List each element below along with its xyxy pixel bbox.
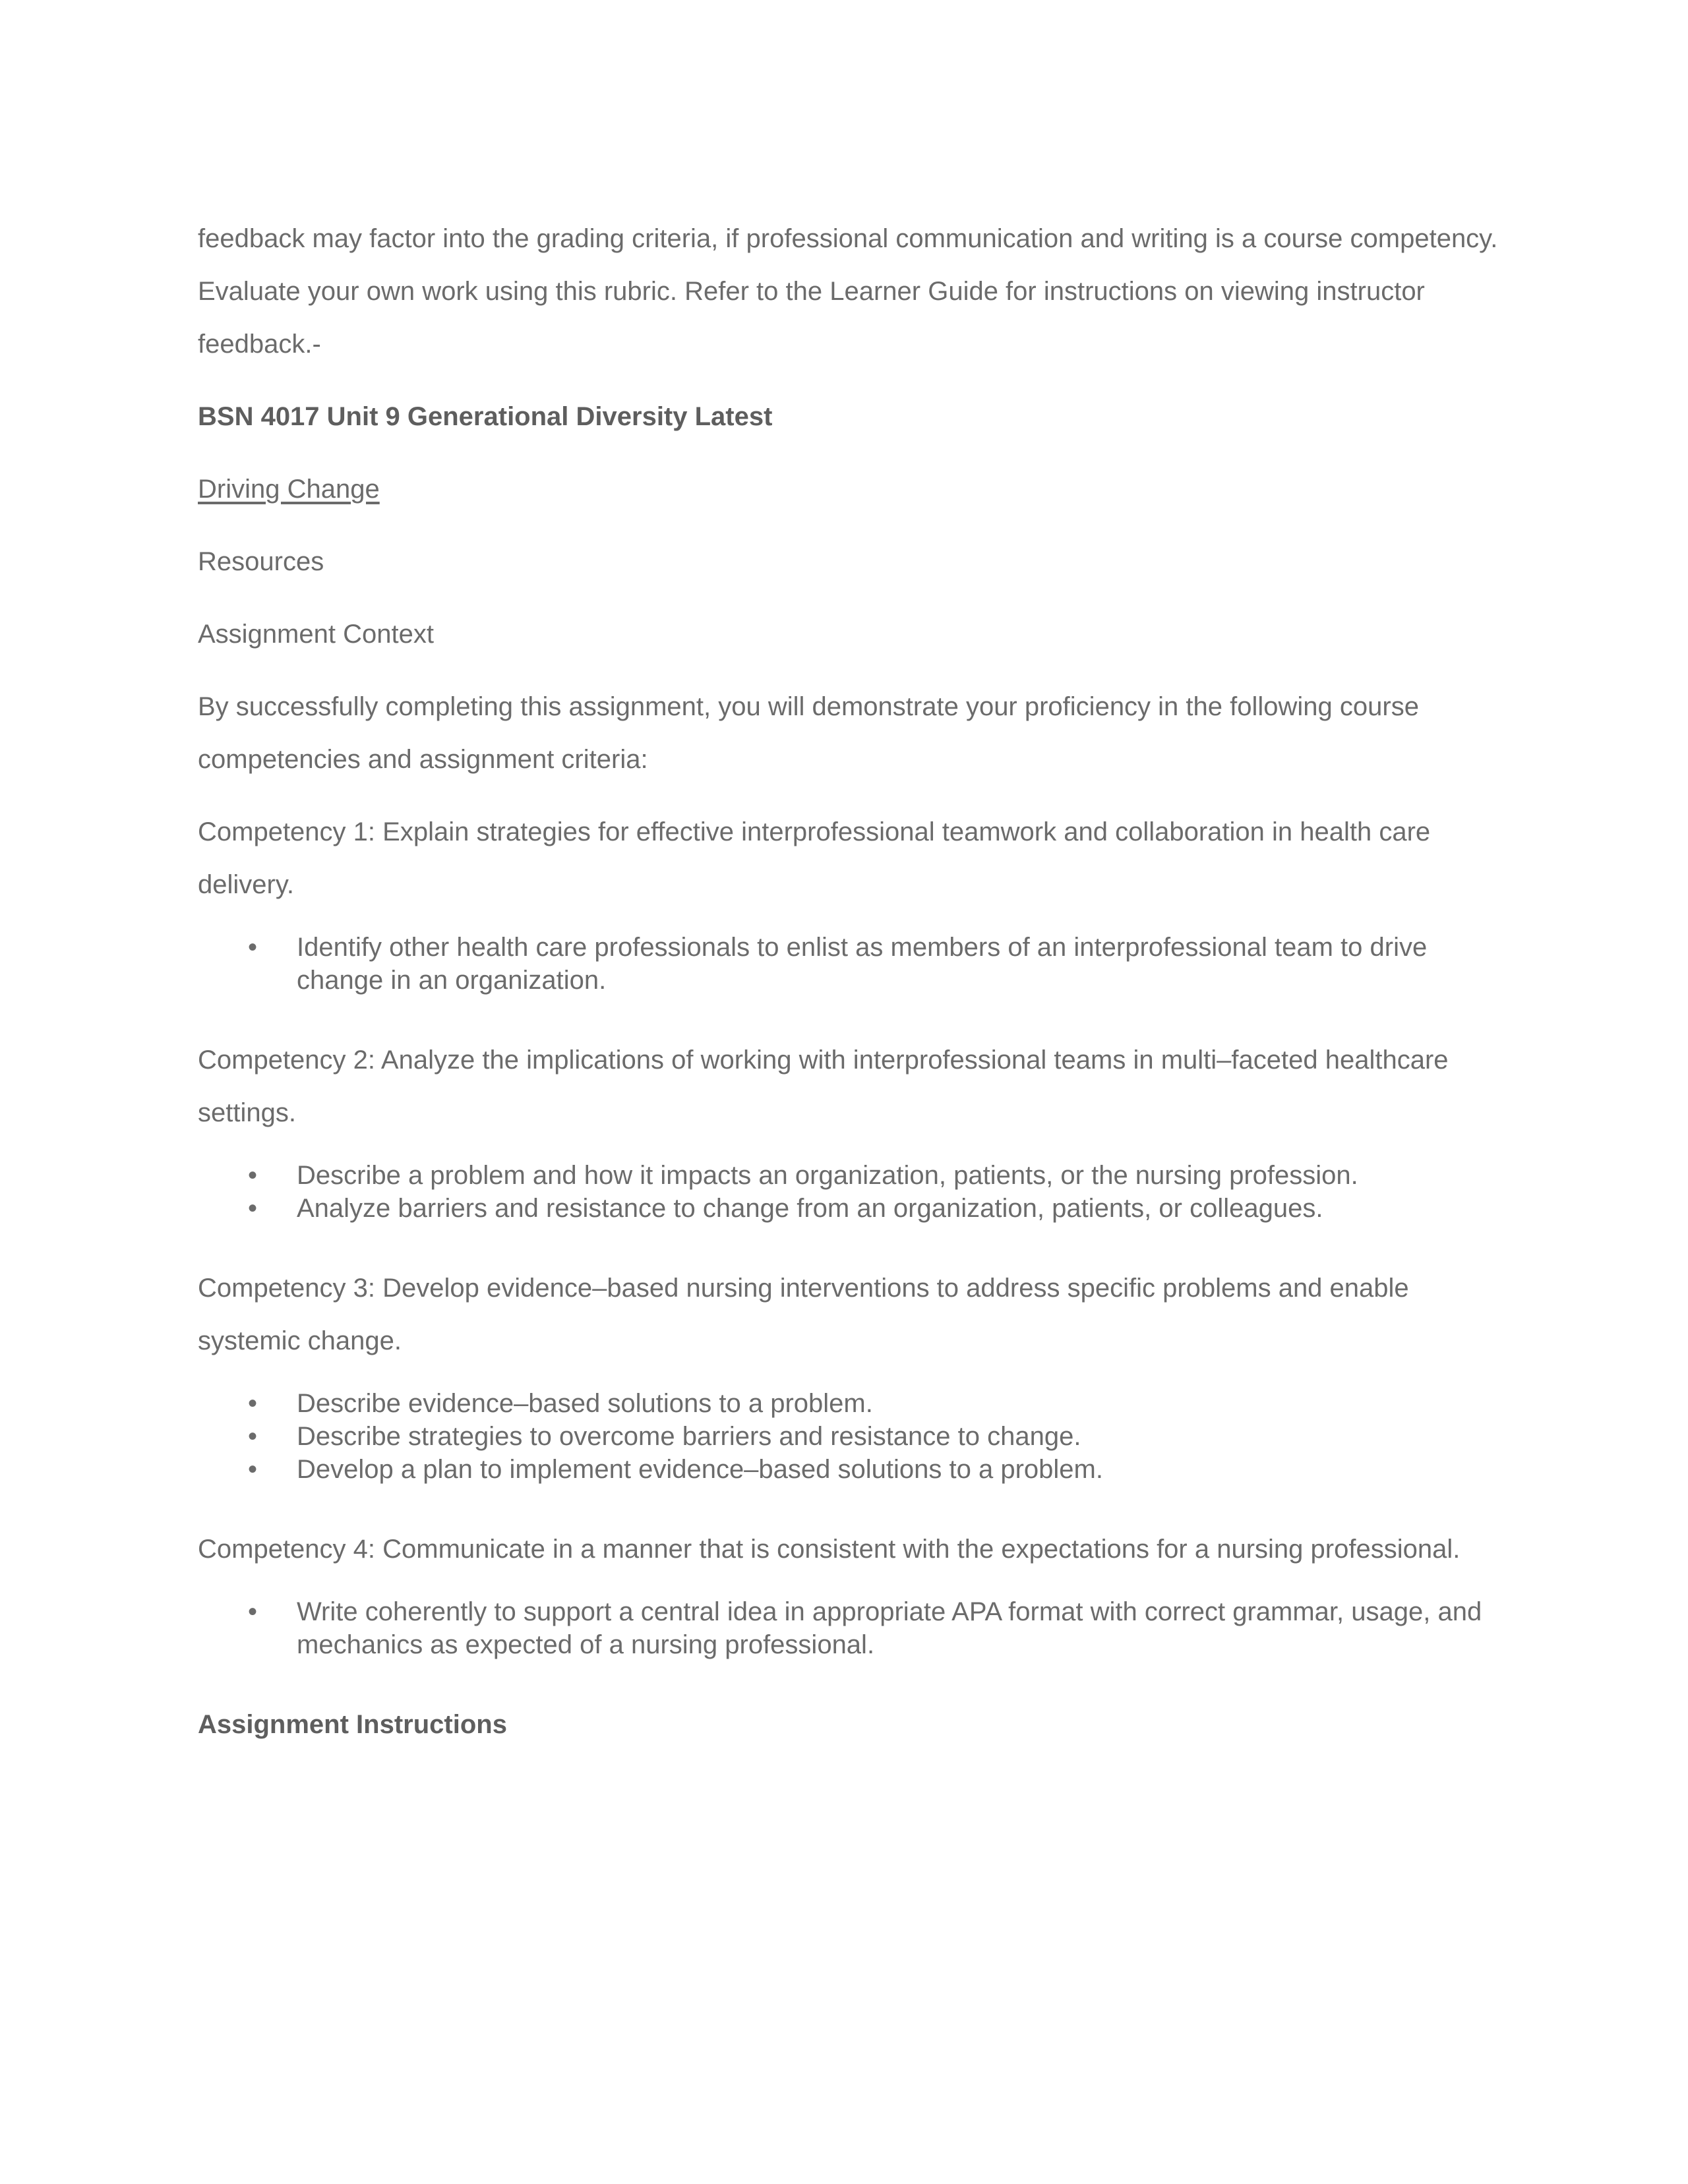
criteria-item: [198, 931, 1510, 997]
criteria-item: [198, 1159, 1510, 1192]
intro-paragraph: feedback may factor into the grading criteria, if professional communication and writing is a course competency. Evaluate your own work using this rubric. Refer to the Learner Guide for instructions on viewing instructor feedback.-: [198, 224, 1498, 359]
competency-2-text: Competency 2: Analyze the implications of working with interprofessional teams in multi–faceted healthcare settings.: [198, 1046, 1449, 1127]
bullet-icon: •: [248, 933, 258, 962]
criteria-item: [198, 1420, 1510, 1453]
criteria-item: [198, 1192, 1510, 1225]
bullet-icon: •: [248, 1455, 258, 1484]
competency-3-text: Competency 3: Develop evidence–based nursing interventions to address specific problems and enable systemic change.: [198, 1274, 1409, 1355]
competency-1-criteria: [198, 931, 1510, 997]
bullet-icon: •: [248, 1161, 258, 1190]
criteria-text: Identify other health care professionals to enlist as members of an interprofessional team to drive change in an organization.: [297, 933, 1428, 995]
driving-change-link[interactable]: Driving Change: [198, 475, 380, 504]
competencies-intro: By successfully completing this assignment, you will demonstrate your proficiency in the following course competencies and assignment criteria:: [198, 692, 1419, 774]
criteria-text: Write coherently to support a central idea in appropriate APA format with correct grammar, usage, and mechanics as expected of a nursing professional.: [297, 1597, 1482, 1659]
criteria-item: [198, 1387, 1510, 1420]
resources-label: Resources: [198, 547, 324, 576]
document-title: BSN 4017 Unit 9 Generational Diversity Latest: [198, 402, 773, 431]
competency-2-criteria: [198, 1159, 1510, 1225]
competency-1-text: Competency 1: Explain strategies for effective interprofessional teamwork and collaboration in health care delivery.: [198, 817, 1431, 899]
criteria-text: Describe a problem and how it impacts an organization, patients, or the nursing profession.: [297, 1161, 1358, 1190]
competency-3-criteria: [198, 1387, 1510, 1486]
criteria-text: Describe strategies to overcome barriers and resistance to change.: [297, 1422, 1081, 1451]
criteria-text: Analyze barriers and resistance to change from an organization, patients, or colleagues.: [297, 1194, 1323, 1223]
criteria-text: Describe evidence–based solutions to a problem.: [297, 1389, 873, 1418]
criteria-text: Develop a plan to implement evidence–based solutions to a problem.: [297, 1455, 1103, 1484]
competency-4-criteria: [198, 1595, 1510, 1661]
bullet-icon: •: [248, 1194, 258, 1223]
competency-4-text: Competency 4: Communicate in a manner that is consistent with the expectations for a nursing professional.: [198, 1535, 1461, 1564]
assignment-context-label: Assignment Context: [198, 620, 434, 649]
criteria-item: [198, 1595, 1510, 1661]
bullet-icon: •: [248, 1389, 258, 1418]
bullet-icon: •: [248, 1422, 258, 1451]
criteria-item: [198, 1453, 1510, 1486]
document-content: [198, 212, 1510, 1771]
assignment-instructions-heading: Assignment Instructions: [198, 1710, 507, 1739]
bullet-icon: •: [248, 1597, 258, 1626]
